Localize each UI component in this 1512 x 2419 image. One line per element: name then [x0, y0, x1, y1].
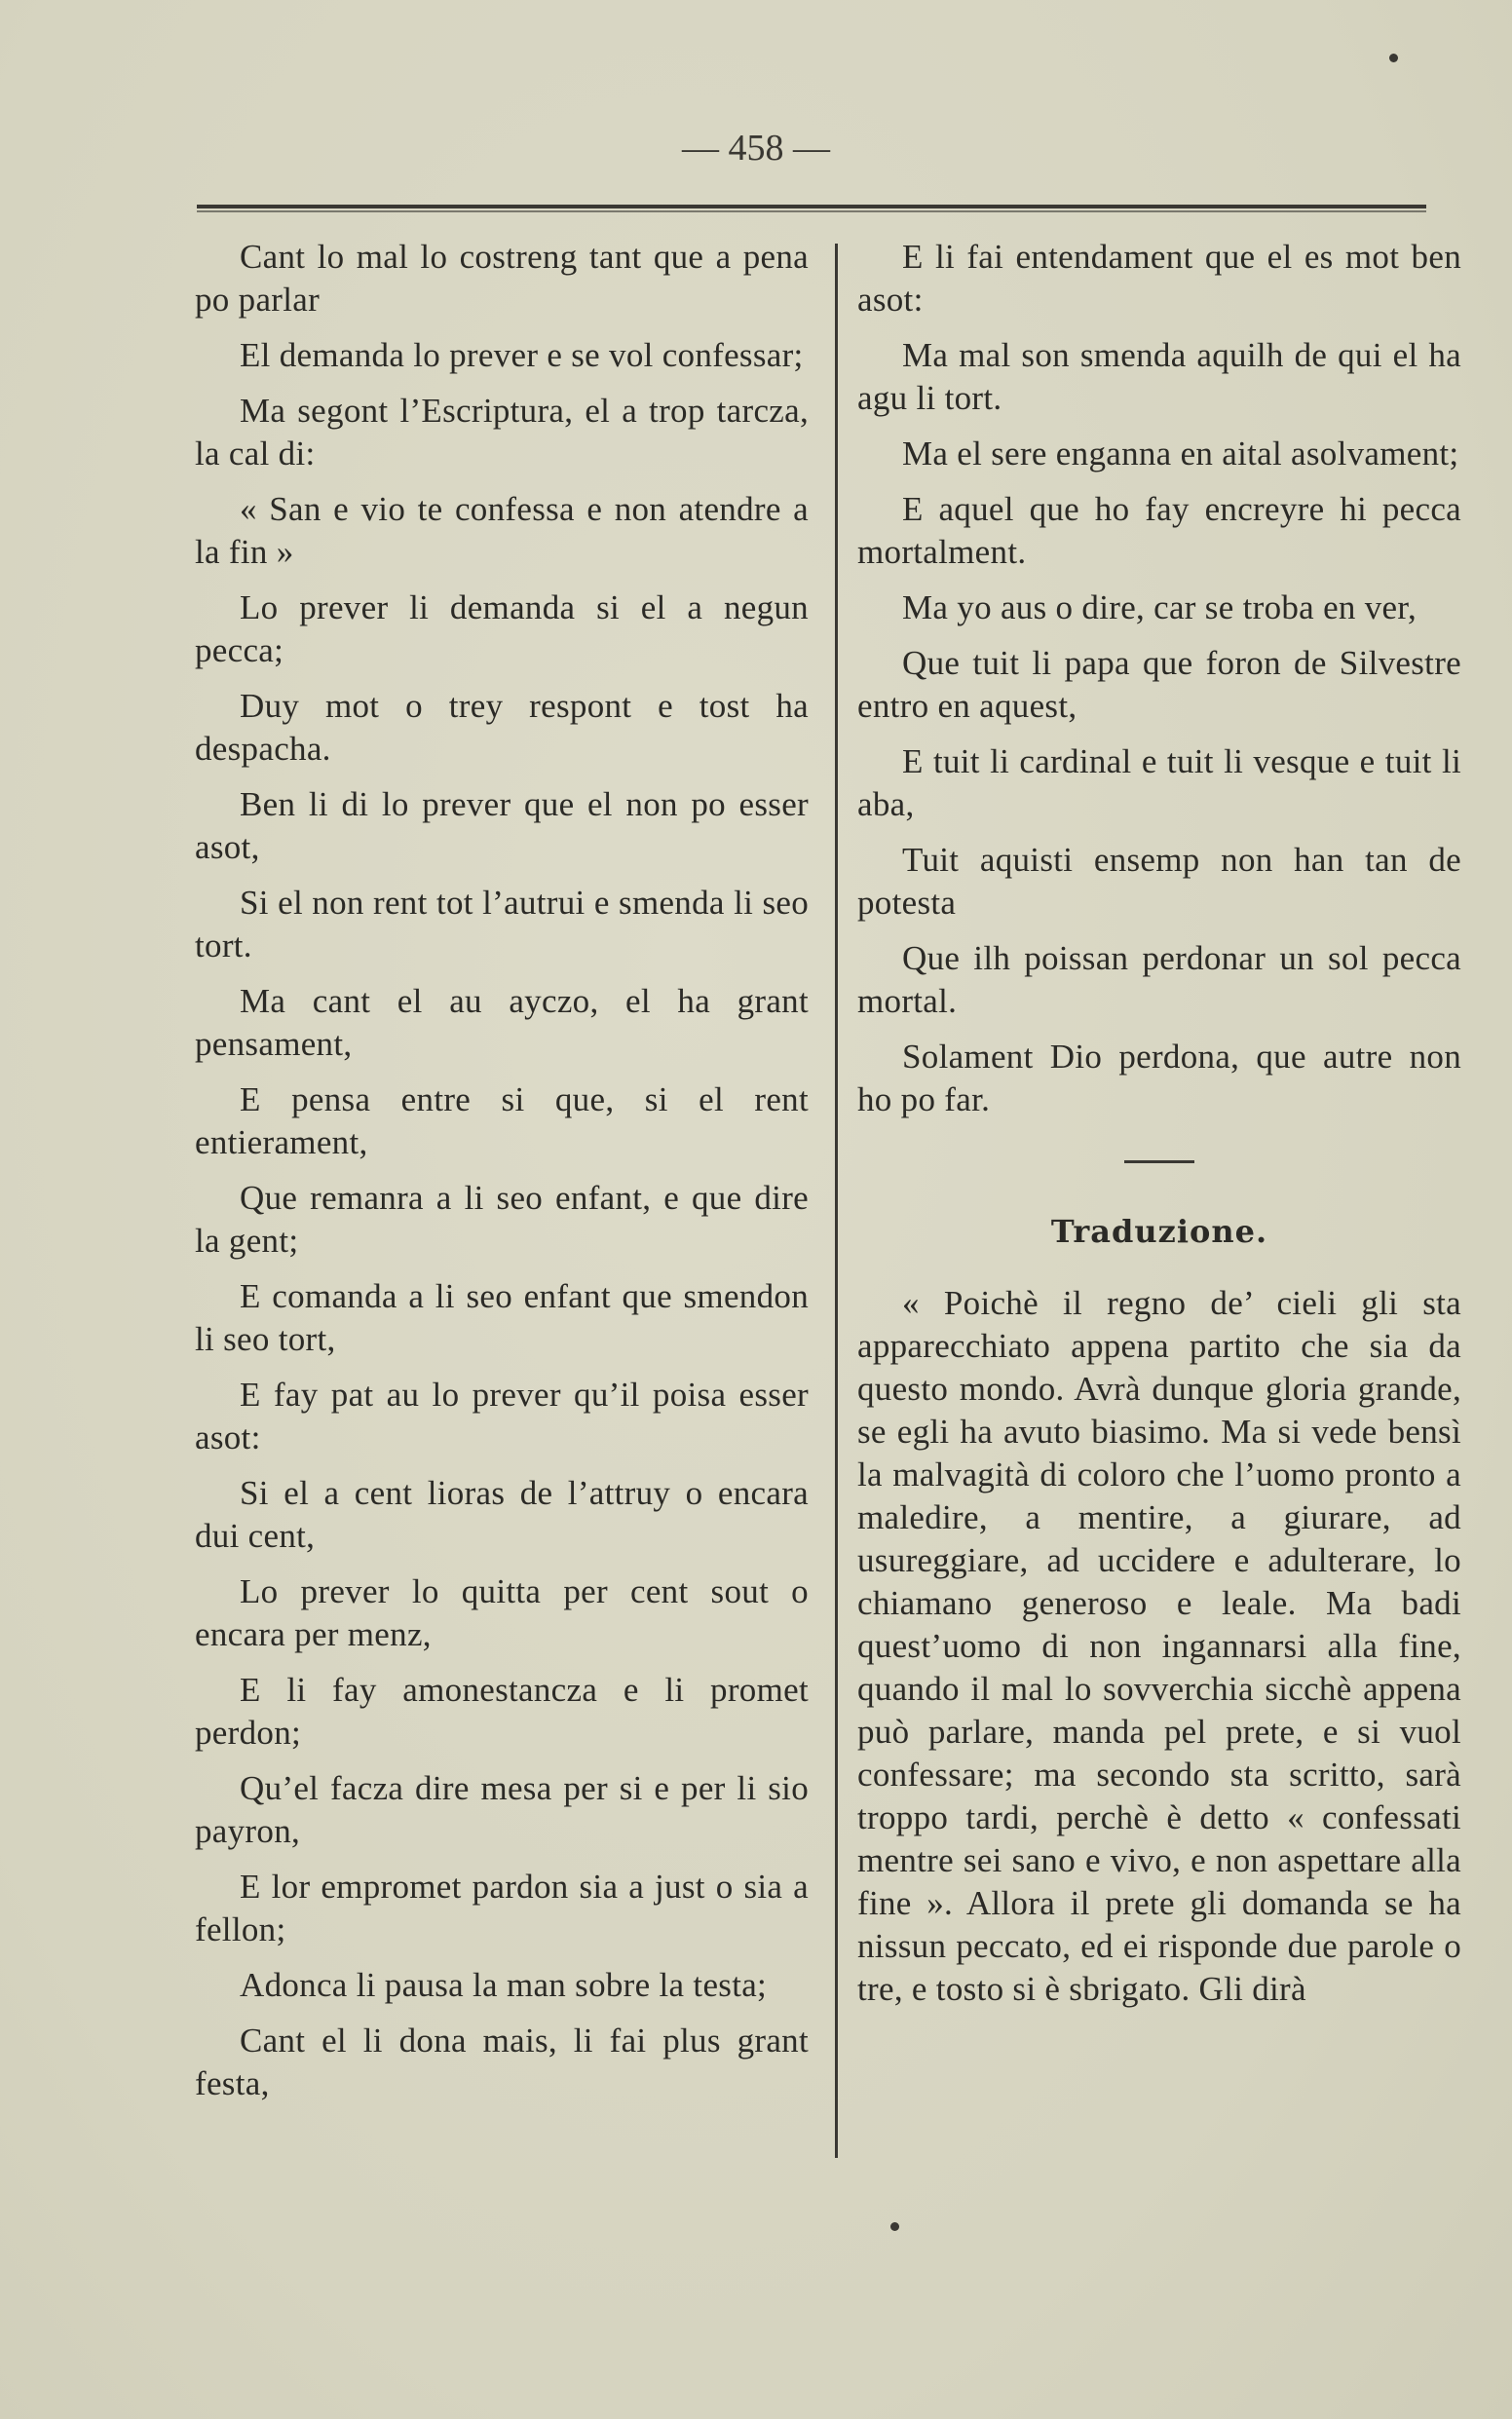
verse-line: E aquel que ho fay encreyre hi pecca mortalment. — [857, 490, 1461, 571]
left-column — [195, 236, 809, 2118]
translation-heading: Traduzione. — [1050, 1213, 1268, 1250]
paper-speck — [890, 2222, 899, 2231]
verse-line: E pensa entre si que, si el rent entierament, — [195, 1080, 809, 1161]
verse-line: E li fay amonestancza e li promet perdon; — [195, 1671, 809, 1752]
header-rule-thin — [197, 210, 1426, 212]
right-verses — [857, 236, 1461, 1121]
paper-speck — [1389, 54, 1398, 62]
page-number: — 458 — — [682, 128, 830, 169]
verse-line: Ma el sere enganna en aital asolvament; — [902, 435, 1459, 472]
verse-line: Tuit aquisti ensemp non han tan de potesta — [857, 841, 1461, 922]
verse-line: Que remanra a li seo enfant, e que dire la gent; — [195, 1179, 809, 1260]
verse-line: Si el a cent lioras de l’attruy o encara dui cent, — [195, 1474, 809, 1555]
verse-line: Lo prever li demanda si el a negun pecca; — [195, 588, 809, 669]
verse-line: Ben li di lo prever que el non po esser asot, — [195, 785, 809, 866]
verse-line: El demanda lo prever e se vol confessar; — [240, 336, 804, 374]
verse-line: E tuit li cardinal e tuit li vesque e tuit li aba, — [857, 742, 1461, 823]
verse-line: Qu’el facza dire mesa per si e per li sio payron, — [195, 1769, 809, 1850]
right-column — [857, 236, 1461, 2011]
verse-line: « San e vio te confessa e non atendre a la fin » — [195, 490, 809, 571]
verse-line: Lo prever lo quitta per cent sout o encara per menz, — [195, 1572, 809, 1653]
verse-line: Adonca li pausa la man sobre la testa; — [240, 1966, 768, 2004]
verse-line: E li fai entendament que el es mot ben asot: — [857, 238, 1461, 319]
verse-line: Cant el li dona mais, li fai plus grant festa, — [195, 2022, 809, 2102]
verse-line: Duy mot o trey respont e tost ha despacha. — [195, 687, 809, 768]
column-divider — [835, 244, 838, 2158]
verse-line: Ma mal son smenda aquilh de qui el ha agu li tort. — [857, 336, 1461, 417]
translation-text: « Poichè il regno de’ cieli gli sta apparecchiato appena partito che sia da questo mondo. Avrà dunque gloria grande, se egli ha avuto biasimo. Ma si vede bensì la malvagità di coloro che l’uomo pronto a maledire, a mentire, a giurare, ad usureggiare, ad uccidere e adulterare, lo chiamano generoso e leale. Ma badi quest’uomo di non ingannarsi alla fine, quando il mal lo sovverchia sicchè appena può parlare, manda pel prete, e si vuol confessare; ma secondo sta scritto, sarà troppo tardi, perchè è detto « confessati mentre sei sano e vivo, e non aspettare alla fine ». Allora il prete gli domanda se ha nissun peccato, ed ei risponde due parole o tre, e tosto si è sbrigato. Gli dirà — [857, 1284, 1461, 2008]
verse-line: Solament Dio perdona, que autre non ho po far. — [857, 1038, 1461, 1118]
verse-line: Cant lo mal lo costreng tant que a pena po parlar — [195, 238, 809, 319]
verse-line: Si el non rent tot l’autrui e smenda li seo tort. — [195, 884, 809, 964]
verse-line: E lor empromet pardon sia a just o sia a fellon; — [195, 1868, 809, 1948]
verse-line: Que ilh poissan perdonar un sol pecca mortal. — [857, 939, 1461, 1020]
header-rule — [197, 205, 1426, 208]
verse-line: E fay pat au lo prever qu’il poisa esser asot: — [195, 1376, 809, 1456]
section-divider — [1124, 1160, 1194, 1163]
verse-line: Ma yo aus o dire, car se troba en ver, — [902, 588, 1417, 626]
verse-line: Ma cant el au ayczo, el ha grant pensament, — [195, 982, 809, 1063]
verse-line: E comanda a li seo enfant que smendon li seo tort, — [195, 1277, 809, 1358]
verse-line: Que tuit li papa que foron de Silvestre entro en aquest, — [857, 644, 1461, 725]
verse-line: Ma segont l’Escriptura, el a trop tarcza, la cal di: — [195, 392, 809, 472]
